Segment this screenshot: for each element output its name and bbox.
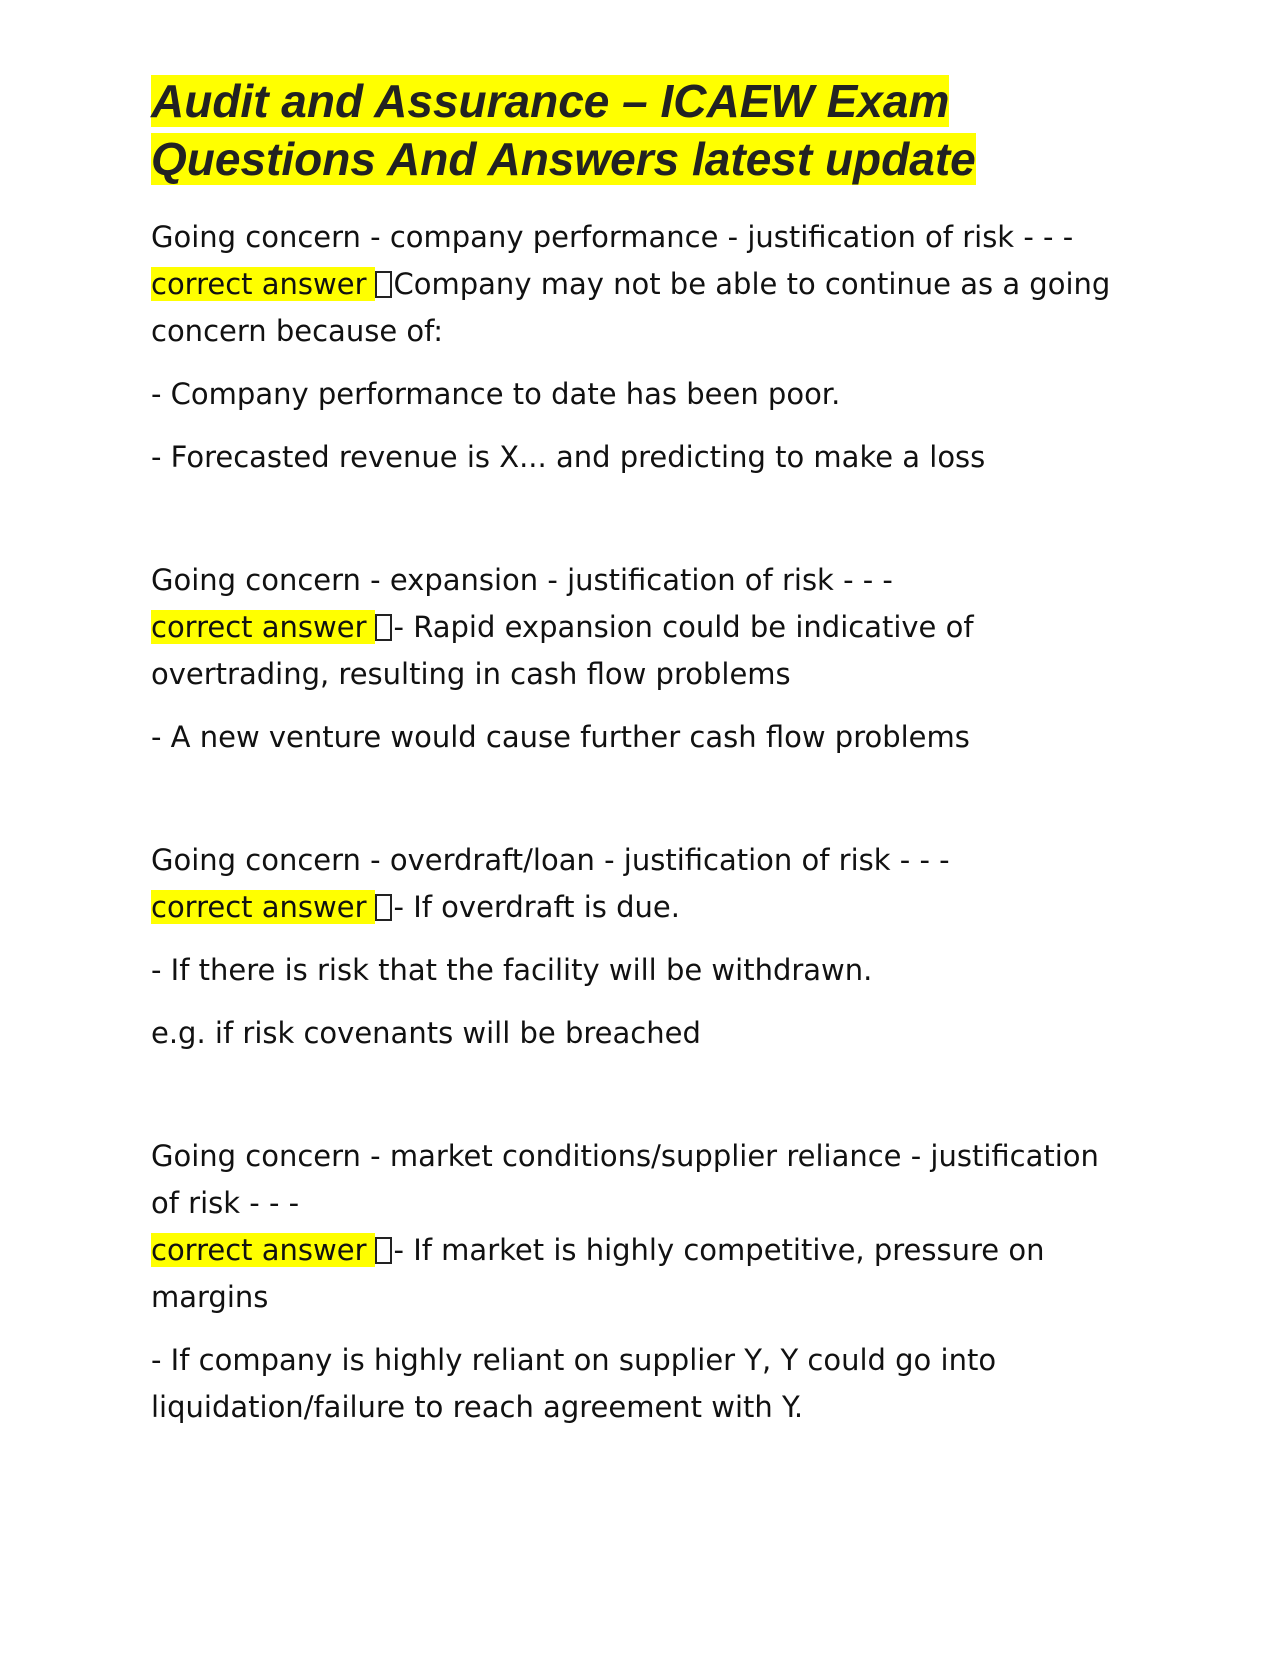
spacer — [151, 1073, 1111, 1133]
missing-glyph-icon — [375, 271, 392, 298]
qa-block-1 — [151, 214, 1111, 481]
title-line-2: Questions And Answers latest update — [151, 133, 976, 185]
answer-text: - Rapid expansion could be indicative of overtrading, resulting in cash flow problems — [151, 610, 974, 691]
qa-paragraph — [151, 214, 1111, 355]
spacer — [151, 777, 1111, 837]
spacer — [151, 497, 1111, 557]
question-text: Going concern - expansion - justification of risk - - - — [151, 563, 893, 597]
detail-line: - If there is risk that the facility will be withdrawn. — [151, 953, 873, 987]
question-text: Going concern - market conditions/supplier reliance - justification of risk - - - — [151, 1139, 1099, 1220]
missing-glyph-icon — [375, 614, 392, 641]
qa-block-2 — [151, 557, 1111, 761]
answer-text: Company may not be able to continue as a going concern because of: — [151, 267, 1111, 348]
detail-line: e.g. if risk covenants will be breached — [151, 1016, 701, 1050]
detail-line: - Forecasted revenue is X... and predicting to make a loss — [151, 440, 986, 474]
title-line-1: Audit and Assurance – ICAEW Exam — [151, 75, 950, 127]
detail-line: - If company is highly reliant on supplier Y, Y could go into liquidation/failure to reach agreement with Y. — [151, 1343, 997, 1424]
answer-text: - If market is highly competitive, pressure on margins — [151, 1233, 1045, 1314]
detail-line: - Company performance to date has been poor. — [151, 377, 841, 411]
qa-block-3 — [151, 837, 1111, 1057]
document-title — [151, 72, 1111, 188]
qa-paragraph — [151, 1133, 1111, 1321]
document-page — [151, 72, 1111, 1447]
missing-glyph-icon — [375, 894, 392, 921]
answer-label: correct answer — [151, 610, 375, 644]
question-text: Going concern - overdraft/loan - justification of risk - - - — [151, 843, 950, 877]
qa-paragraph — [151, 837, 1111, 931]
answer-label: correct answer — [151, 267, 375, 301]
qa-paragraph — [151, 557, 1111, 698]
detail-line: - A new venture would cause further cash flow problems — [151, 720, 970, 754]
answer-label: correct answer — [151, 890, 375, 924]
answer-label: correct answer — [151, 1233, 375, 1267]
missing-glyph-icon — [375, 1237, 392, 1264]
question-text: Going concern - company performance - justification of risk - - - — [151, 220, 1074, 254]
answer-text: - If overdraft is due. — [393, 890, 680, 924]
qa-block-4 — [151, 1133, 1111, 1431]
